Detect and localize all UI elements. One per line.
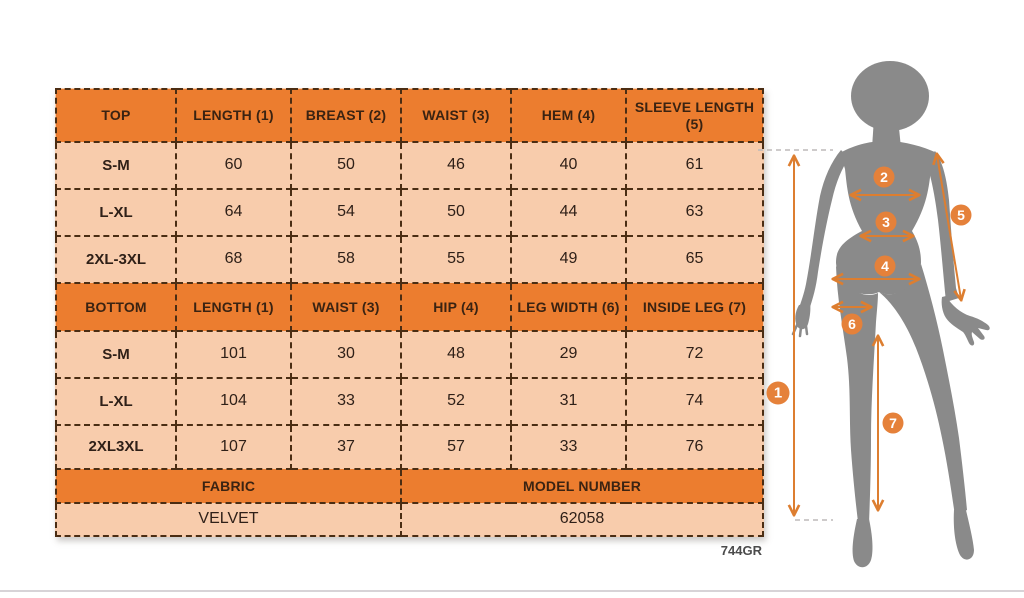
chart-cell: 50 (401, 189, 511, 236)
chart-cell: 55 (401, 236, 511, 283)
chart-cell: 76 (626, 425, 763, 469)
right-leg (879, 264, 967, 516)
chart-header-cell: HIP (4) (401, 283, 511, 331)
chart-cell: 44 (511, 189, 626, 236)
chart-cell: 48 (401, 331, 511, 378)
marker-label-2: 2 (880, 169, 888, 185)
chart-cell: 2XL-3XL (56, 236, 176, 283)
chart-cell: 49 (511, 236, 626, 283)
chart-cell: 31 (511, 378, 626, 425)
chart-cell: 104 (176, 378, 291, 425)
chart-cell: 65 (626, 236, 763, 283)
size-chart-table (55, 88, 764, 537)
left-leg (836, 266, 878, 523)
chart-cell: 64 (176, 189, 291, 236)
chart-cell: 60 (176, 142, 291, 189)
chart-cell: 50 (291, 142, 401, 189)
chart-data-row (56, 142, 763, 189)
product-code: 744GR (720, 543, 762, 558)
chart-header-row (56, 89, 763, 142)
right-arm (926, 151, 959, 302)
chart-header-cell: MODEL NUMBER (401, 469, 763, 503)
size-chart-body (56, 89, 763, 536)
chart-header-cell: WAIST (3) (291, 283, 401, 331)
chart-header-row (56, 469, 763, 503)
chart-cell: S-M (56, 331, 176, 378)
chart-data-row (56, 503, 763, 536)
chart-cell: 101 (176, 331, 291, 378)
chart-cell: 33 (511, 425, 626, 469)
chart-cell: VELVET (56, 503, 401, 536)
marker-label-5: 5 (957, 207, 965, 223)
chart-header-cell: BOTTOM (56, 283, 176, 331)
chart-cell: L-XL (56, 378, 176, 425)
left-foot (853, 519, 873, 567)
chart-header-cell: INSIDE LEG (7) (626, 283, 763, 331)
marker-label-6: 6 (848, 316, 856, 332)
chart-header-cell: SLEEVE LENGTH (5) (626, 89, 763, 142)
chart-cell: 68 (176, 236, 291, 283)
chart-cell: 40 (511, 142, 626, 189)
chart-header-cell: FABRIC (56, 469, 401, 503)
right-foot (954, 506, 974, 560)
marker-label-4: 4 (881, 258, 889, 274)
chart-cell: 29 (511, 331, 626, 378)
woman-silhouette (793, 61, 990, 567)
marker-label-1: 1 (773, 384, 783, 402)
chart-cell: 58 (291, 236, 401, 283)
chart-header-cell: BREAST (2) (291, 89, 401, 142)
chart-cell: 107 (176, 425, 291, 469)
chart-cell: 57 (401, 425, 511, 469)
marker-label-3: 3 (882, 214, 890, 230)
body-measurement-figure (750, 40, 1024, 598)
chart-cell: 52 (401, 378, 511, 425)
chart-header-cell: WAIST (3) (401, 89, 511, 142)
chart-cell: S-M (56, 142, 176, 189)
chart-header-cell: LENGTH (1) (176, 283, 291, 331)
chart-cell: 62058 (401, 503, 763, 536)
chart-cell: L-XL (56, 189, 176, 236)
chart-header-cell: LENGTH (1) (176, 89, 291, 142)
chart-data-row (56, 189, 763, 236)
chart-cell: 72 (626, 331, 763, 378)
chart-header-row (56, 283, 763, 331)
right-hand (942, 296, 990, 346)
marker-label-7: 7 (889, 415, 897, 431)
chart-cell: 46 (401, 142, 511, 189)
chart-data-row (56, 425, 763, 469)
chart-cell: 30 (291, 331, 401, 378)
chart-header-cell: TOP (56, 89, 176, 142)
chart-cell: 63 (626, 189, 763, 236)
chart-cell: 74 (626, 378, 763, 425)
chart-cell: 33 (291, 378, 401, 425)
chart-cell: 2XL3XL (56, 425, 176, 469)
chart-cell: 37 (291, 425, 401, 469)
chart-data-row (56, 378, 763, 425)
chart-data-row (56, 236, 763, 283)
chart-header-cell: LEG WIDTH (6) (511, 283, 626, 331)
left-hand-fingers (793, 325, 807, 336)
chart-header-cell: HEM (4) (511, 89, 626, 142)
chart-data-row (56, 331, 763, 378)
chart-cell: 54 (291, 189, 401, 236)
chart-cell: 61 (626, 142, 763, 189)
